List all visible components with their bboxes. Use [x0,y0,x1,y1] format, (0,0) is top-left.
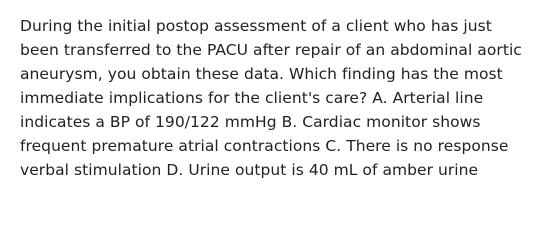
question-line: indicates a BP of 190/122 mmHg B. Cardiac monitor shows [20,113,481,131]
question-line: aneurysm, you obtain these data. Which finding has the most [20,65,503,83]
question-text [20,14,550,182]
question-line: immediate implications for the client's care? A. Arterial line [20,89,484,107]
question-line: been transferred to the PACU after repair of an abdominal aortic [20,41,522,59]
question-line: frequent premature atrial contractions C. There is no response [20,137,509,155]
question-line: verbal stimulation D. Urine output is 40 mL of amber urine [20,161,479,179]
question-line: During the initial postop assessment of a client who has just [20,17,492,35]
